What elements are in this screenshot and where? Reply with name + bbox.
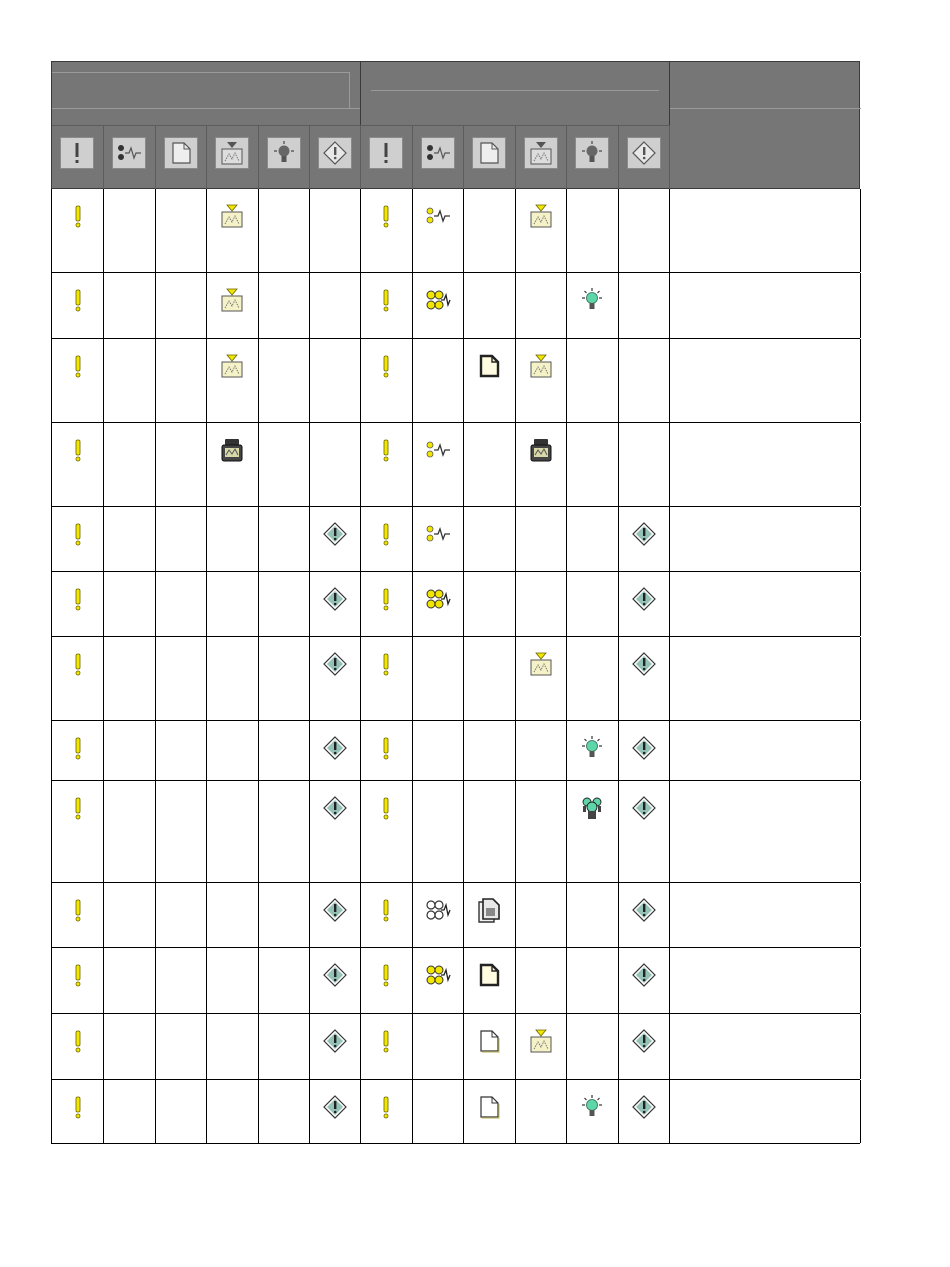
dual-status-pulse-outline-icon [425, 897, 451, 923]
status-cell [360, 507, 413, 571]
status-cell [515, 572, 567, 636]
alert-icon [65, 897, 91, 923]
status-cell [412, 339, 464, 422]
status-cell [103, 883, 156, 947]
status-cell [463, 781, 516, 882]
header-lamp-icon [267, 137, 301, 169]
status-cell [309, 339, 361, 422]
service-icon [631, 962, 657, 988]
toner-icon [219, 287, 245, 313]
toner-icon [528, 1028, 554, 1054]
service-icon [322, 1094, 348, 1120]
status-cell [103, 572, 156, 636]
status-cell [360, 883, 413, 947]
status-cell [360, 637, 413, 720]
status-cell [103, 339, 156, 422]
table-row [51, 423, 860, 507]
service-icon [631, 521, 657, 547]
status-cell [463, 507, 516, 571]
alert-icon [65, 353, 91, 379]
status-cell [566, 273, 619, 338]
notes-cell [669, 781, 861, 882]
status-cell [412, 1080, 464, 1143]
status-cell [463, 637, 516, 720]
status-cell [206, 1080, 259, 1143]
status-cell [412, 1014, 464, 1079]
paper-icon [476, 353, 502, 379]
status-cell [51, 339, 104, 422]
status-cell [309, 189, 361, 272]
notes-cell [669, 339, 861, 422]
header-column-divider [618, 125, 619, 189]
status-cell [412, 572, 464, 636]
status-cell [206, 507, 259, 571]
alert-icon [373, 962, 399, 988]
status-cell [155, 637, 207, 720]
status-cell [206, 339, 259, 422]
status-cell [309, 1080, 361, 1143]
status-cell [463, 423, 516, 506]
status-cell [463, 1014, 516, 1079]
status-cell [412, 189, 464, 272]
notes-cell [669, 273, 861, 338]
status-cell [463, 948, 516, 1013]
status-cell [258, 1080, 310, 1143]
header-column-divider [206, 125, 207, 189]
table-row [51, 339, 860, 423]
lamp-cluster-icon [579, 795, 605, 821]
status-cell [206, 423, 259, 506]
notes-cell [669, 423, 861, 506]
header-column-divider [566, 125, 567, 189]
status-cell [309, 948, 361, 1013]
alert-icon [373, 203, 399, 229]
status-cell [618, 423, 670, 506]
status-cell [155, 572, 207, 636]
header-status-pulse-icon [421, 137, 455, 169]
status-cell [463, 572, 516, 636]
alert-icon [65, 795, 91, 821]
status-cell [566, 721, 619, 780]
paper-stack-icon [476, 897, 502, 923]
service-icon [322, 586, 348, 612]
alert-icon [373, 1028, 399, 1054]
status-cell [618, 637, 670, 720]
status-cell [515, 948, 567, 1013]
status-cell [463, 273, 516, 338]
status-cell [309, 883, 361, 947]
service-icon [631, 651, 657, 677]
header-column-divider [515, 125, 516, 189]
status-cell [412, 273, 464, 338]
toner-icon [219, 203, 245, 229]
alert-icon [65, 962, 91, 988]
service-icon [322, 521, 348, 547]
toner-icon [219, 353, 245, 379]
status-cell [515, 781, 567, 882]
status-cell [618, 572, 670, 636]
status-cell [618, 781, 670, 882]
status-cell [103, 1080, 156, 1143]
service-icon [631, 735, 657, 761]
status-cell [360, 781, 413, 882]
paper-outline-icon [476, 1028, 502, 1054]
status-cell [155, 339, 207, 422]
status-cell [412, 423, 464, 506]
notes-cell [669, 948, 861, 1013]
header-column-divider [258, 125, 259, 189]
status-cell [566, 572, 619, 636]
status-cell [155, 1080, 207, 1143]
alert-icon [373, 1094, 399, 1120]
status-cell [515, 1014, 567, 1079]
status-cell [515, 883, 567, 947]
status-cell [51, 721, 104, 780]
status-cell [412, 721, 464, 780]
service-icon [631, 897, 657, 923]
status-cell [258, 273, 310, 338]
alert-icon [65, 1094, 91, 1120]
status-cell [206, 883, 259, 947]
service-icon [322, 735, 348, 761]
status-cell [258, 948, 310, 1013]
status-cell [566, 1080, 619, 1143]
status-cell [155, 781, 207, 882]
status-cell [360, 339, 413, 422]
alert-icon [65, 1028, 91, 1054]
status-cell [103, 781, 156, 882]
status-cell [566, 637, 619, 720]
notes-cell [669, 883, 861, 947]
status-cell [309, 507, 361, 571]
status-cell [206, 572, 259, 636]
status-cell [515, 339, 567, 422]
status-cell [206, 721, 259, 780]
status-cell [206, 948, 259, 1013]
status-cell [155, 273, 207, 338]
table-row [51, 637, 860, 721]
toner-cartridge-icon [528, 437, 554, 463]
status-cell [155, 189, 207, 272]
header-notes-column [669, 61, 860, 189]
header-column-divider [360, 125, 361, 189]
header-column-divider [463, 125, 464, 189]
table-row [51, 572, 860, 637]
status-cell [103, 721, 156, 780]
status-cell [51, 948, 104, 1013]
header-column-divider [155, 125, 156, 189]
header-service-icon [318, 137, 352, 169]
paper-outline-icon [476, 1094, 502, 1120]
lamp-icon [579, 735, 605, 761]
status-cell [51, 1014, 104, 1079]
table-row [51, 1080, 860, 1144]
status-cell [51, 883, 104, 947]
header-alert-icon [369, 137, 403, 169]
header-column-divider [309, 125, 310, 189]
status-cell [618, 507, 670, 571]
service-icon [631, 1028, 657, 1054]
status-cell [360, 1080, 413, 1143]
alert-icon [65, 203, 91, 229]
header-service-icon [627, 137, 661, 169]
status-cell [515, 721, 567, 780]
status-cell [412, 781, 464, 882]
status-cell [51, 189, 104, 272]
status-cell [103, 423, 156, 506]
status-cell [566, 948, 619, 1013]
header-status-pulse-icon [112, 137, 146, 169]
status-cell [309, 1014, 361, 1079]
alert-icon [65, 651, 91, 677]
status-cell [515, 1080, 567, 1143]
dual-status-pulse-icon [425, 287, 451, 313]
notes-cell [669, 721, 861, 780]
status-cell [360, 189, 413, 272]
service-icon [322, 897, 348, 923]
status-cell [515, 423, 567, 506]
dual-status-pulse-icon [425, 962, 451, 988]
table-row [51, 507, 860, 572]
service-icon [322, 651, 348, 677]
status-cell [618, 948, 670, 1013]
toner-icon [528, 353, 554, 379]
status-cell [155, 1014, 207, 1079]
status-cell [51, 781, 104, 882]
status-cell [566, 1014, 619, 1079]
status-cell [566, 883, 619, 947]
status-cell [51, 572, 104, 636]
status-cell [618, 339, 670, 422]
status-pulse-icon [425, 437, 451, 463]
alert-icon [373, 521, 399, 547]
status-cell [258, 572, 310, 636]
service-icon [631, 1094, 657, 1120]
status-cell [309, 273, 361, 338]
status-pulse-icon [425, 521, 451, 547]
service-icon [631, 795, 657, 821]
status-cell [463, 721, 516, 780]
status-cell [258, 883, 310, 947]
status-cell [51, 507, 104, 571]
alert-icon [65, 586, 91, 612]
header-lamp-icon [575, 137, 609, 169]
table-row [51, 721, 860, 781]
alert-icon [373, 651, 399, 677]
status-cell [258, 1014, 310, 1079]
table-row [51, 1014, 860, 1080]
status-cell [463, 339, 516, 422]
status-pulse-icon [425, 203, 451, 229]
status-cell [258, 721, 310, 780]
alert-icon [65, 287, 91, 313]
alert-icon [373, 735, 399, 761]
status-cell [103, 273, 156, 338]
status-cell [515, 189, 567, 272]
status-cell [360, 423, 413, 506]
status-cell [618, 883, 670, 947]
status-cell [360, 273, 413, 338]
status-cell [309, 572, 361, 636]
status-cell [258, 781, 310, 882]
alert-icon [373, 795, 399, 821]
status-cell [463, 1080, 516, 1143]
status-cell [258, 507, 310, 571]
status-cell [103, 637, 156, 720]
notes-cell [669, 1080, 861, 1143]
status-cell [155, 507, 207, 571]
status-cell [618, 721, 670, 780]
status-cell [155, 883, 207, 947]
status-cell [258, 637, 310, 720]
status-cell [103, 189, 156, 272]
table-row [51, 781, 860, 883]
paper-icon [476, 962, 502, 988]
status-cell [155, 721, 207, 780]
alert-icon [65, 521, 91, 547]
alert-icon [373, 353, 399, 379]
table-row [51, 273, 860, 339]
status-cell [515, 637, 567, 720]
status-cell [566, 781, 619, 882]
status-cell [360, 948, 413, 1013]
toner-cartridge-icon [219, 437, 245, 463]
alert-icon [65, 437, 91, 463]
status-cell [103, 948, 156, 1013]
status-cell [206, 273, 259, 338]
lamp-icon [579, 287, 605, 313]
status-cell [463, 189, 516, 272]
status-cell [618, 1014, 670, 1079]
status-cell [515, 507, 567, 571]
notes-cell [669, 637, 861, 720]
notes-cell [669, 189, 861, 272]
status-cell [618, 273, 670, 338]
service-icon [631, 586, 657, 612]
status-cell [206, 189, 259, 272]
toner-icon [528, 203, 554, 229]
table-row [51, 883, 860, 948]
header-column-divider [669, 125, 670, 189]
alert-icon [373, 897, 399, 923]
status-cell [51, 423, 104, 506]
lamp-icon [579, 1094, 605, 1120]
status-cell [51, 1080, 104, 1143]
header-column-divider [412, 125, 413, 189]
status-cell [309, 423, 361, 506]
status-cell [155, 948, 207, 1013]
notes-cell [669, 507, 861, 571]
notes-cell [669, 572, 861, 636]
status-cell [51, 273, 104, 338]
status-cell [618, 1080, 670, 1143]
header-paper-icon [472, 137, 506, 169]
status-cell [258, 189, 310, 272]
toner-icon [528, 651, 554, 677]
status-cell [566, 423, 619, 506]
status-cell [618, 189, 670, 272]
status-cell [566, 339, 619, 422]
status-cell [360, 572, 413, 636]
status-cell [360, 1014, 413, 1079]
notes-cell [669, 1014, 861, 1079]
table-row [51, 189, 860, 273]
status-cell [155, 423, 207, 506]
status-cell [566, 189, 619, 272]
alert-icon [373, 437, 399, 463]
status-cell [412, 883, 464, 947]
table-row [51, 948, 860, 1014]
status-cell [309, 781, 361, 882]
status-cell [566, 507, 619, 571]
status-cell [412, 507, 464, 571]
status-cell [412, 637, 464, 720]
header-paper-icon [164, 137, 198, 169]
status-cell [206, 637, 259, 720]
header-column-divider [103, 125, 104, 189]
alert-icon [65, 735, 91, 761]
service-icon [322, 1028, 348, 1054]
status-cell [258, 339, 310, 422]
alert-icon [373, 586, 399, 612]
status-cell [309, 721, 361, 780]
status-cell [103, 507, 156, 571]
status-cell [412, 948, 464, 1013]
status-cell [103, 1014, 156, 1079]
status-cell [258, 423, 310, 506]
status-cell [463, 883, 516, 947]
service-icon [322, 962, 348, 988]
status-cell [51, 637, 104, 720]
service-icon [322, 795, 348, 821]
header-toner-icon [215, 137, 249, 169]
status-cell [515, 273, 567, 338]
status-cell [360, 721, 413, 780]
status-cell [206, 781, 259, 882]
status-cell [206, 1014, 259, 1079]
dual-status-pulse-icon [425, 586, 451, 612]
header-toner-icon [524, 137, 558, 169]
alert-icon [373, 287, 399, 313]
status-cell [309, 637, 361, 720]
header-alert-icon [60, 137, 94, 169]
